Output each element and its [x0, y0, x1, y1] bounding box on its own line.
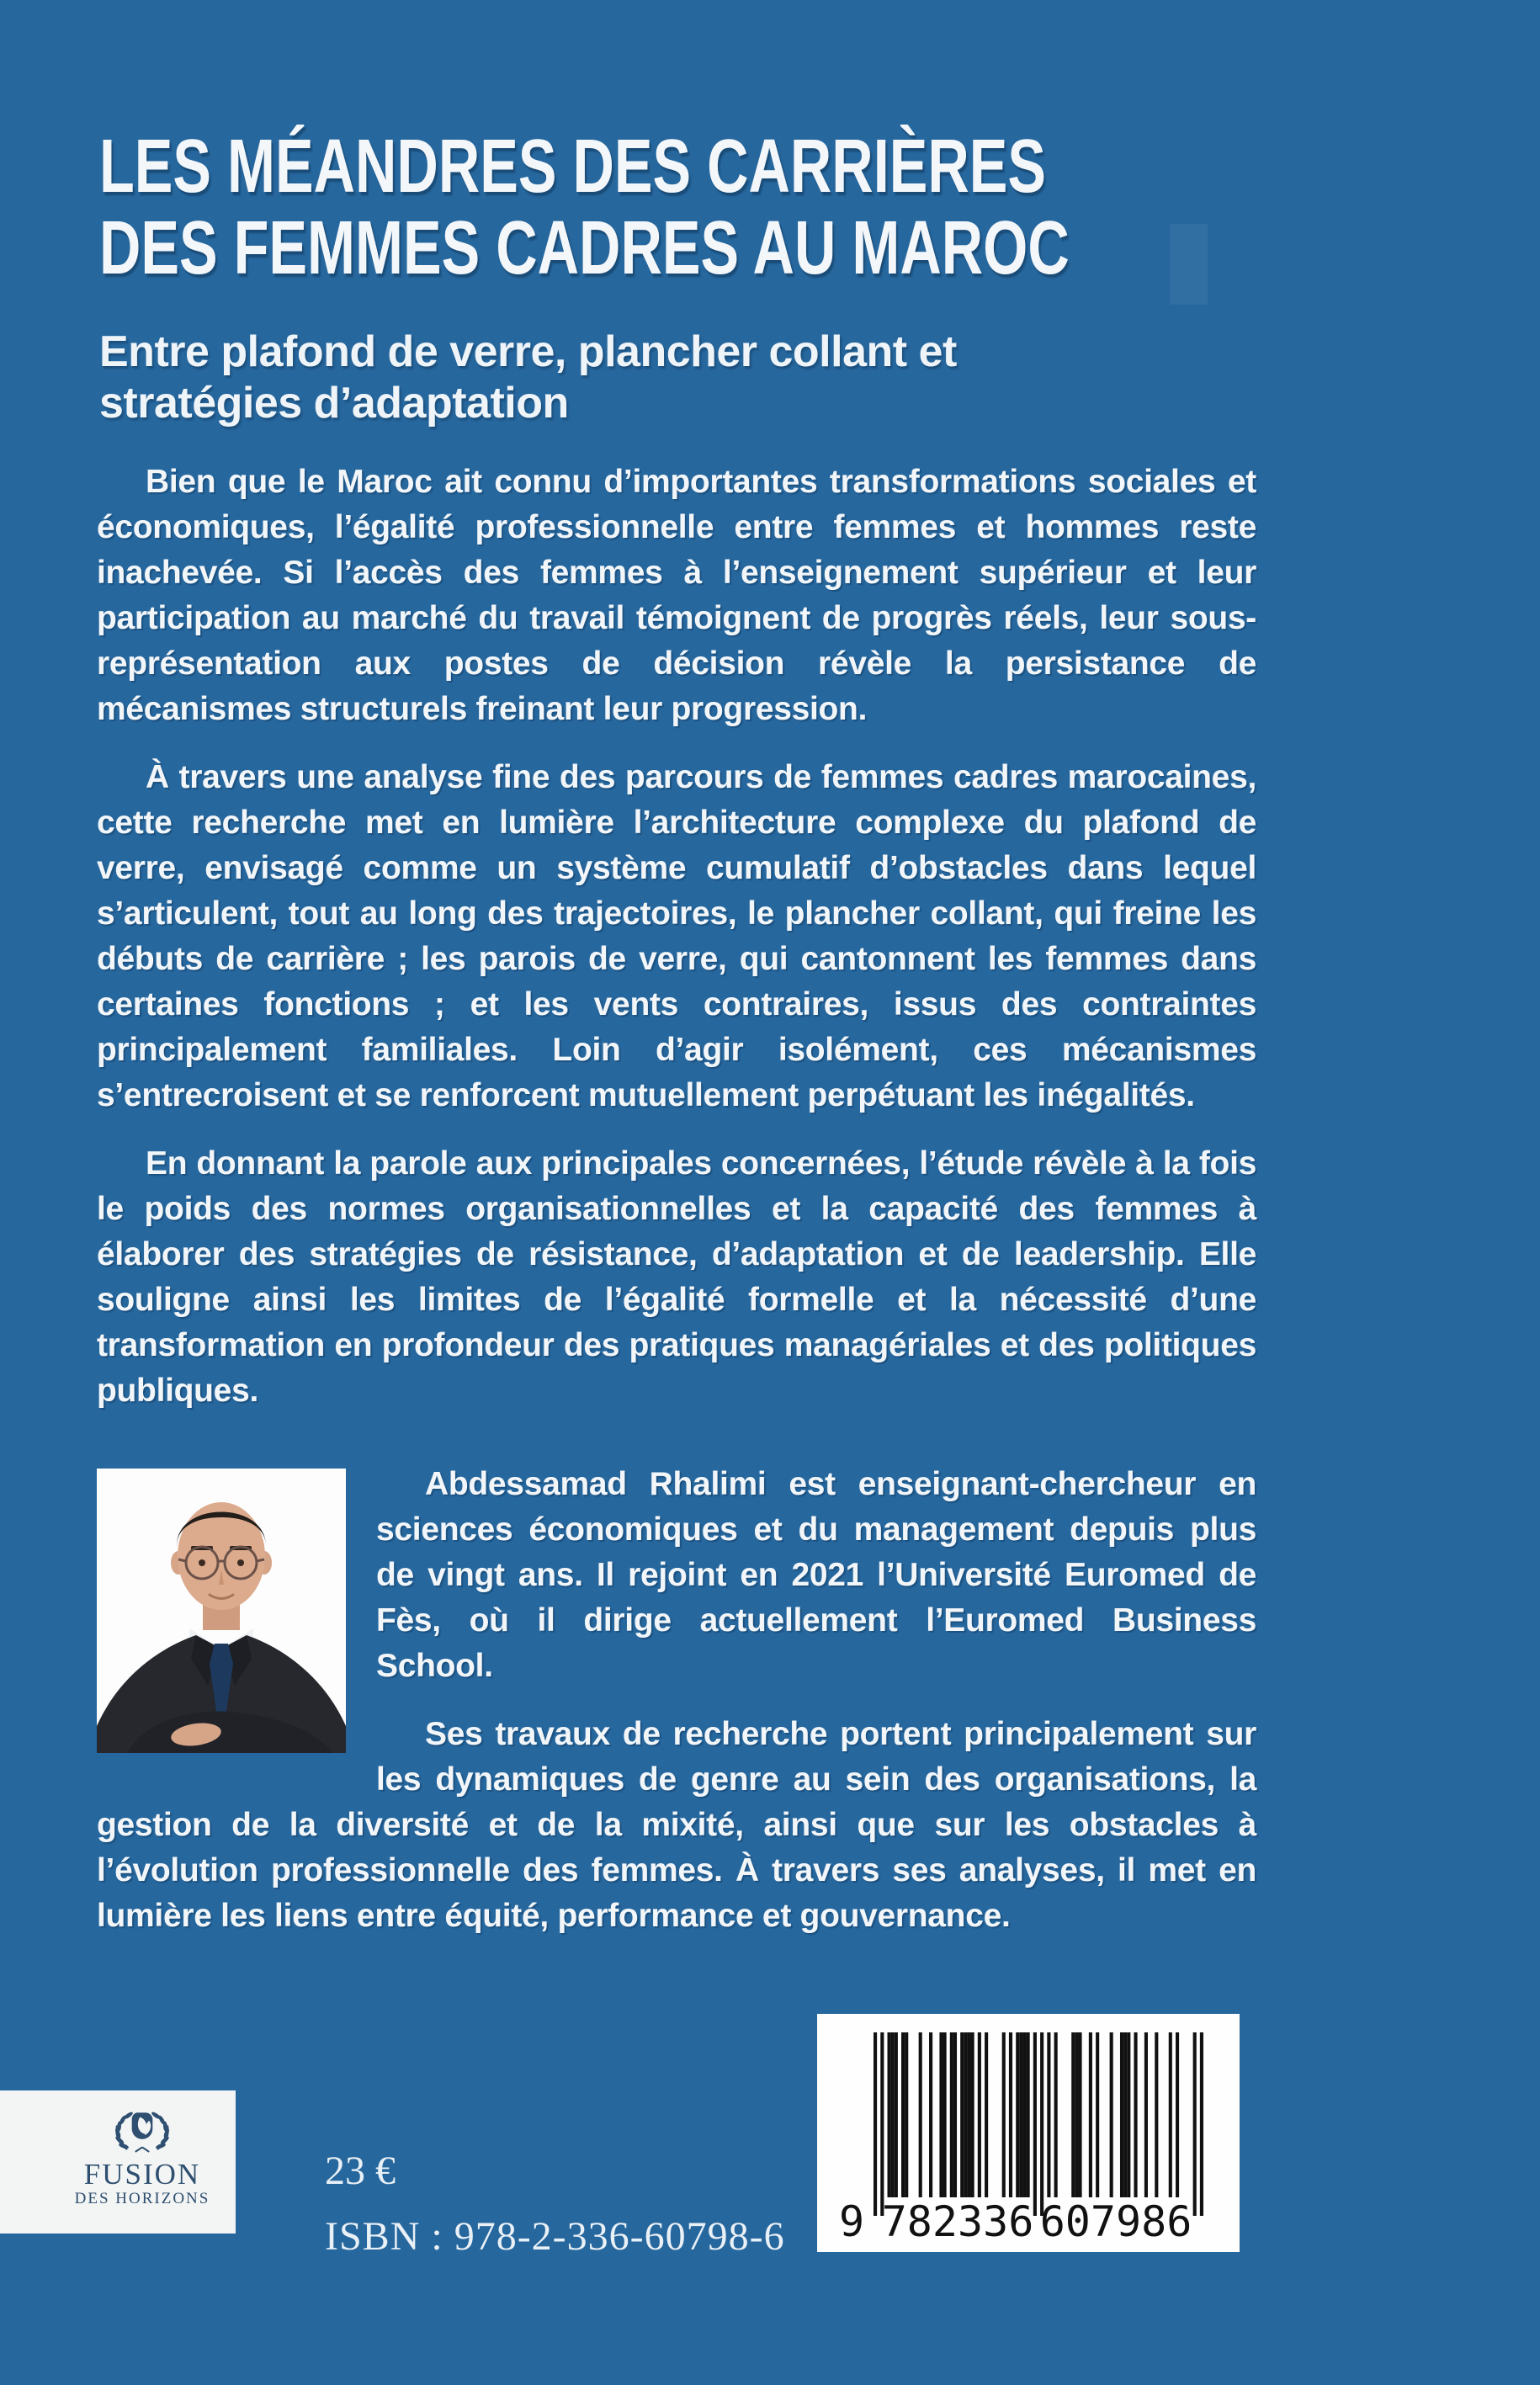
- book-title-line1: LES MÉANDRES DES CARRIÈRES: [99, 125, 1046, 209]
- author-photo: [97, 1469, 346, 1753]
- author-bio-paragraph-1: Abdessamad Rhalimi est enseignant-chercheur en sciences économiques et du management depuis plus de vingt ans. Il rejoint en 2021 l’Université Euromed de Fès, où il dirige actuellement l’Euromed Business School.: [376, 1466, 1256, 1684]
- book-title: [99, 126, 1530, 289]
- title-accent-rect: [1170, 224, 1208, 305]
- isbn: ISBN : 978-2-336-60798-6: [325, 2214, 785, 2259]
- barcode-bars: [874, 2032, 1203, 2218]
- barcode-digit-left: 9: [838, 2197, 865, 2246]
- publisher-name-sub: DES HORIZONS: [74, 2190, 210, 2207]
- author-bio-paragraph-2: Ses travaux de recherche portent principalement sur les dynamiques de genre au sein des organisations, la gestion de la diversité et de la mixité, ainsi que sur les obstacles à l’évolution professionnelle des femmes. À travers ses analyses, il met en lumière les liens entre équité, performance et gouvernance.: [97, 1716, 1256, 1934]
- price: 23 €: [325, 2149, 396, 2193]
- book-subtitle: Entre plafond de verre, plancher collant et stratégies d’adaptation: [99, 327, 957, 428]
- synopsis-paragraph-3: En donnant la parole aux principales concernées, l’étude révèle à la fois le poids des normes organisationnelles et la capacité des femmes à élaborer des stratégies de résistance, d’adaptation et de leadership. Elle souligne ainsi les limites de l’égalité formelle et la nécessité d’une transformation en profondeur des pratiques managériales et des politiques publiques.: [97, 1145, 1256, 1409]
- author-portrait-illustration: [97, 1469, 346, 1753]
- synopsis: [97, 459, 1256, 1437]
- barcode-digits-group1: 782336: [881, 2197, 1034, 2246]
- laurel-wreath-icon: [102, 2109, 183, 2158]
- book-title-line2: DES FEMMES CADRES AU MAROC: [99, 206, 1070, 290]
- barcode: [817, 2014, 1240, 2252]
- publisher-name: FUSION: [83, 2158, 201, 2191]
- author-bio: [97, 1462, 1256, 1962]
- barcode-digits-group2: 607986: [1039, 2197, 1192, 2246]
- publisher-logo: [0, 2090, 236, 2234]
- synopsis-paragraph-2: À travers une analyse fine des parcours de femmes cadres marocaines, cette recherche met en lumière l’architecture complexe du plafond de verre, envisagé comme un système cumulatif d’obstacles dans lequel s’articulent, tout au long des trajectoires, le plancher collant, qui freine les débuts de carrière ; les parois de verre, qui cantonnent les femmes dans certaines fonctions ; et les vents contraires, issus des contraintes principalement familiales. Loin d’agir isolément, ces mécanismes s’entrecroisent et se renforcent mutuellement perpétuant les inégalités.: [97, 759, 1256, 1113]
- synopsis-paragraph-1: Bien que le Maroc ait connu d’importantes transformations sociales et économiques, l’égalité professionnelle entre femmes et hommes reste inachevée. Si l’accès des femmes à l’enseignement supérieur et leur participation au marché du travail témoignent de progrès réels, leur sous-représentation aux postes de décision révèle la persistance de mécanismes structurels freinant leur progression.: [97, 464, 1256, 727]
- publisher-logo-inner: [56, 2109, 229, 2208]
